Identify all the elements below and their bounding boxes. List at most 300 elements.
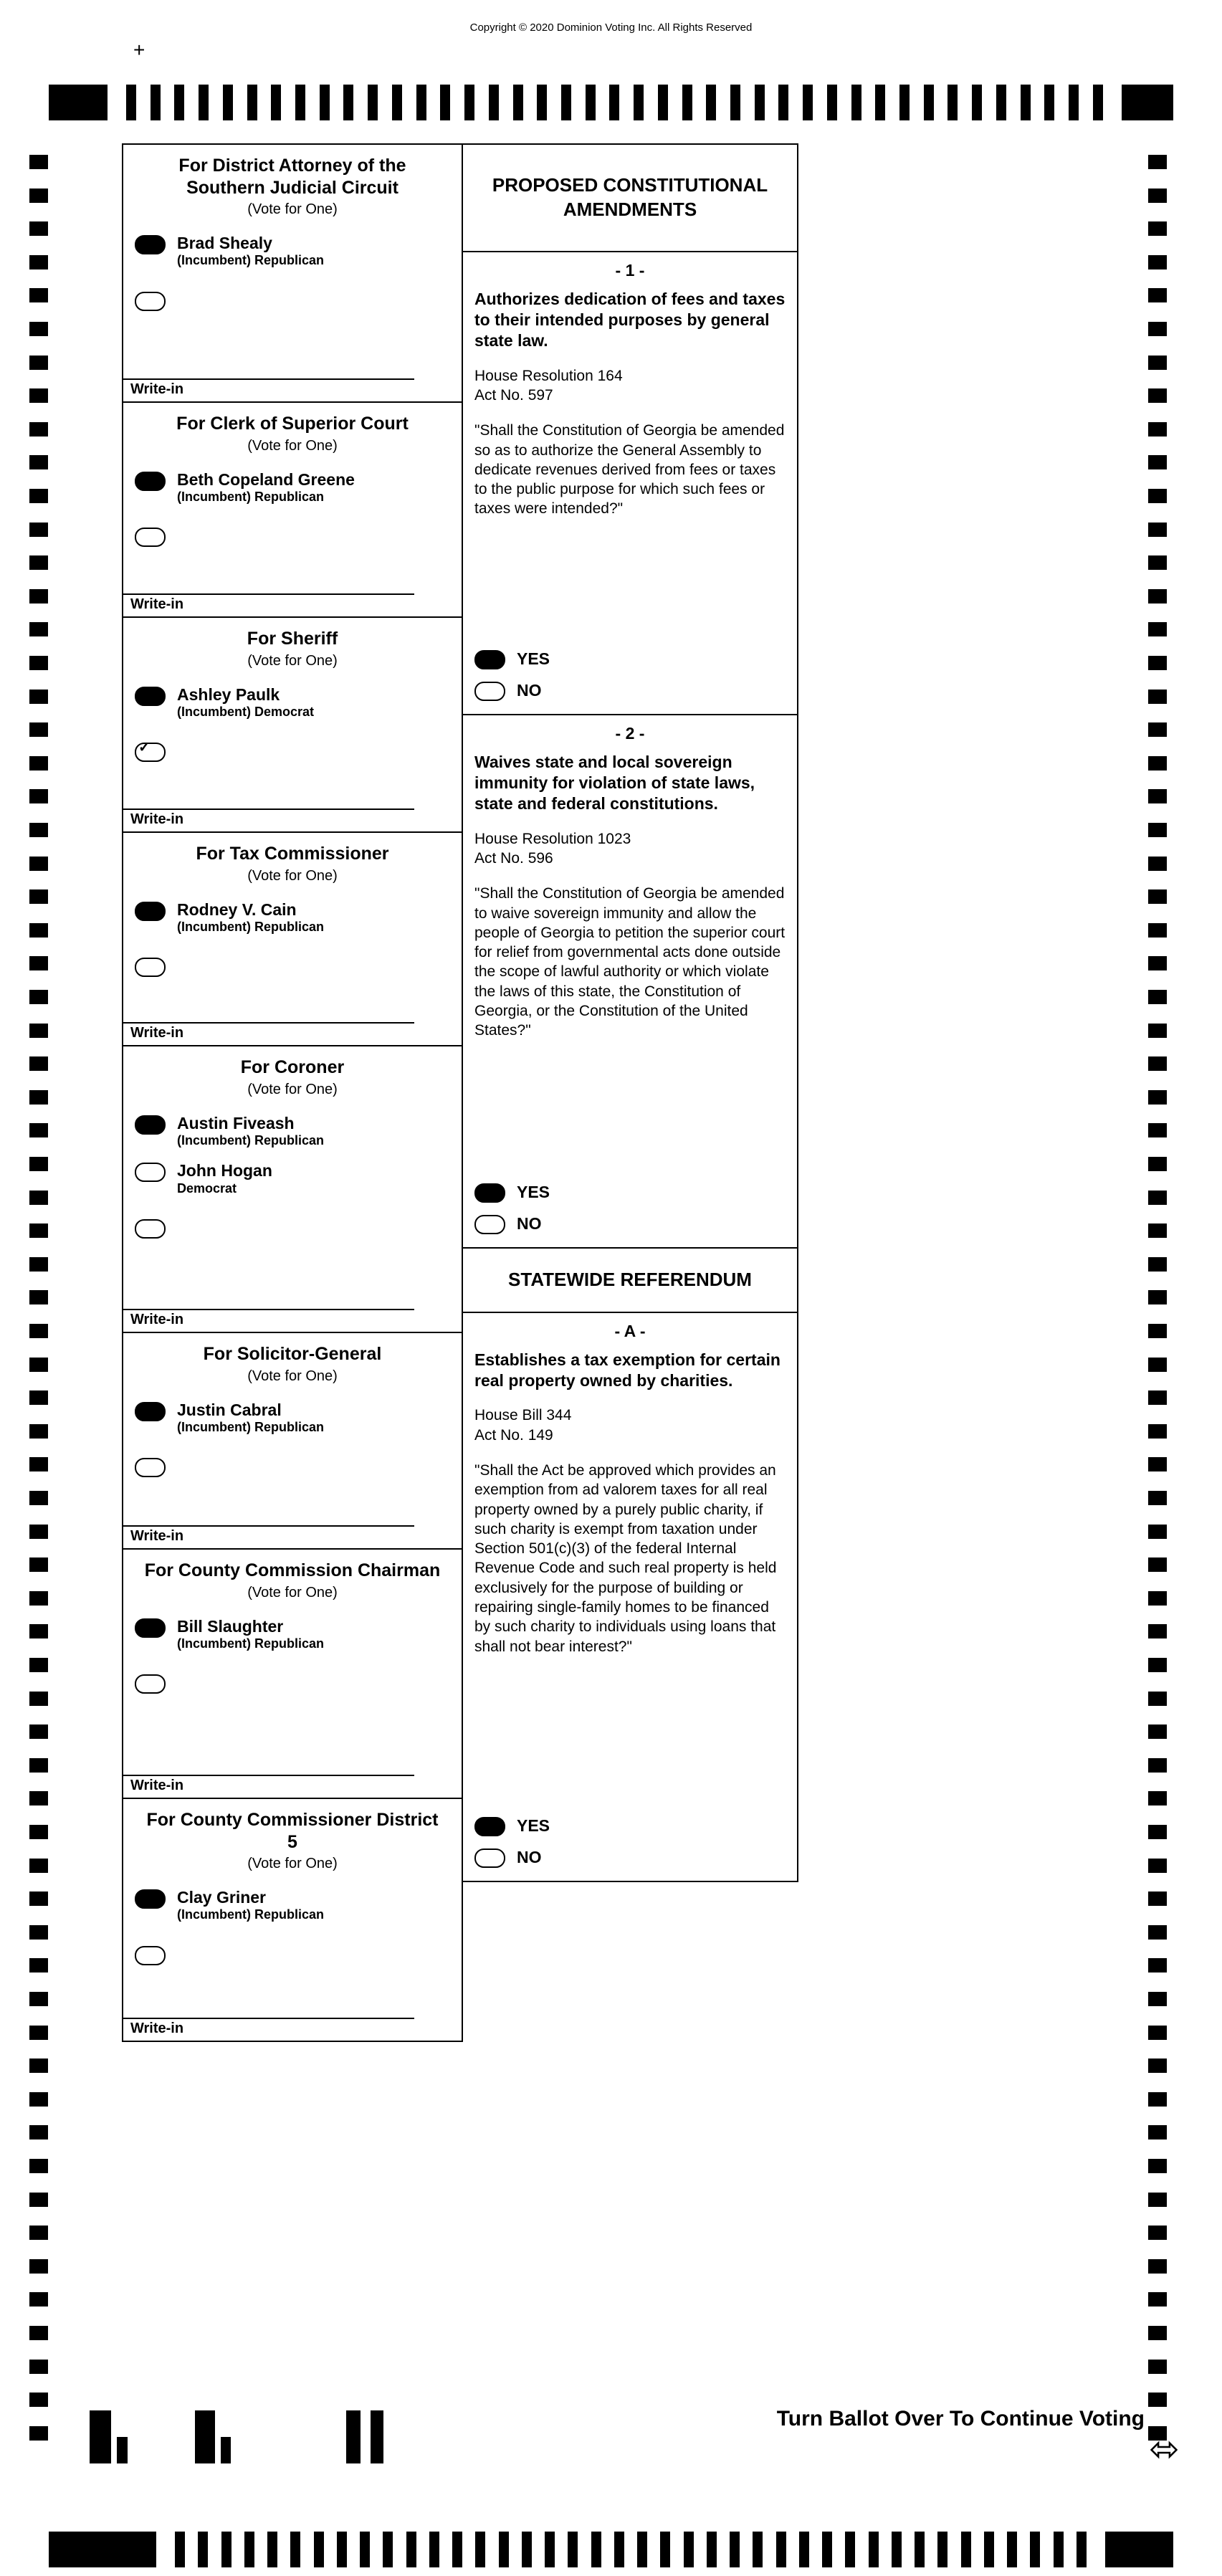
timing-mark-right: [1148, 2292, 1167, 2307]
timing-mark: [947, 85, 958, 120]
timing-mark: [360, 2532, 370, 2567]
timing-mark: [295, 85, 305, 120]
timing-mark-left: [29, 1591, 48, 1606]
timing-mark: [972, 85, 982, 120]
timing-mark: [223, 85, 233, 120]
timing-mark-left: [29, 489, 48, 503]
race-instruction: (Vote for One): [247, 201, 338, 217]
timing-mark: [368, 85, 378, 120]
race-box: [122, 143, 463, 403]
timing-mark: [545, 2532, 555, 2567]
candidate-text: [177, 470, 355, 505]
measure-option[interactable]: [474, 1182, 786, 1203]
vote-bubble[interactable]: [474, 1817, 505, 1836]
turn-over-arrow-icon: [1150, 2438, 1178, 2461]
timing-mark-right: [1148, 1123, 1167, 1137]
candidate-option[interactable]: [123, 221, 462, 269]
timing-mark: [755, 85, 765, 120]
measure-option[interactable]: [474, 1213, 786, 1234]
candidate-text: [177, 1161, 272, 1196]
vote-bubble[interactable]: [474, 1215, 505, 1234]
timing-mark-left: [29, 555, 48, 570]
timing-mark-left: [29, 1791, 48, 1805]
write-in-label: Write-in: [130, 1528, 184, 1544]
measure-number: - 2 -: [615, 724, 645, 743]
timing-mark-right: [1148, 1658, 1167, 1672]
timing-mark-left: [29, 2393, 48, 2407]
barcode-bar: [221, 2437, 231, 2463]
race-box: [122, 1333, 463, 1550]
timing-mark: [383, 2532, 393, 2567]
vote-bubble[interactable]: [135, 1163, 166, 1182]
timing-mark: [706, 85, 716, 120]
measure-summary: Establishes a tax exemption for certain real property owned by charities.: [474, 1350, 781, 1390]
vote-bubble[interactable]: [135, 687, 166, 706]
vote-bubble[interactable]: [474, 1848, 505, 1868]
barcode-bar: [371, 2410, 383, 2463]
vote-bubble[interactable]: [135, 1618, 166, 1638]
timing-mark-left: [29, 523, 48, 537]
timing-mark: [221, 2532, 231, 2567]
timing-mark-right: [1148, 1424, 1167, 1439]
timing-mark: [1093, 85, 1103, 120]
race-title: For Tax Commissioner: [196, 844, 389, 864]
timing-mark: [591, 2532, 601, 2567]
timing-mark: [984, 2532, 994, 2567]
race-instruction: (Vote for One): [247, 437, 338, 454]
timing-mark-left: [29, 923, 48, 938]
timing-mark-right: [1148, 1557, 1167, 1572]
timing-mark-right: [1148, 1223, 1167, 1238]
race-box: [122, 618, 463, 833]
timing-mark-right: [1148, 255, 1167, 269]
measure-summary: Authorizes dedication of fees and taxes to their intended purposes by general state law.: [474, 290, 786, 350]
timing-mark: [175, 2532, 185, 2567]
timing-mark-right: [1148, 756, 1167, 771]
timing-mark-left: [29, 2326, 48, 2340]
timing-mark: [1044, 85, 1054, 120]
timing-mark-right: [1148, 2125, 1167, 2139]
timing-mark-right: [1148, 1491, 1167, 1505]
timing-mark: [314, 2532, 324, 2567]
timing-mark-right: [1148, 1090, 1167, 1105]
timing-mark: [869, 2532, 879, 2567]
timing-mark: [822, 2532, 832, 2567]
timing-mark-right: [1148, 288, 1167, 302]
timing-mark: [892, 2532, 902, 2567]
stray-check-mark: ✓: [138, 740, 151, 756]
vote-bubble[interactable]: [135, 1219, 166, 1239]
timing-mark-right: [1148, 1791, 1167, 1805]
timing-mark: [392, 85, 402, 120]
timing-strip-top: [49, 85, 1173, 120]
timing-mark-right: [1148, 857, 1167, 871]
race-instruction: (Vote for One): [247, 1368, 338, 1384]
candidate-name: Brad Shealy: [177, 234, 272, 252]
section-header: PROPOSED CONSTITUTIONAL AMENDMENTS: [462, 143, 798, 252]
timing-mark: [499, 2532, 509, 2567]
timing-mark: [247, 85, 257, 120]
timing-mark-right: [1148, 1925, 1167, 1940]
measure-box: [462, 252, 798, 715]
timing-mark-right: [1148, 1958, 1167, 1972]
timing-mark-right: [1148, 1457, 1167, 1471]
candidate-option[interactable]: [123, 1101, 462, 1149]
timing-mark-left: [29, 1457, 48, 1471]
option-label: YES: [517, 1816, 550, 1835]
timing-mark: [440, 85, 450, 120]
vote-bubble[interactable]: [135, 528, 166, 547]
candidate-name: Austin Fiveash: [177, 1113, 295, 1132]
timing-mark-right: [1148, 1692, 1167, 1706]
timing-block: [1105, 2532, 1173, 2567]
timing-mark-right: [1148, 2159, 1167, 2173]
timing-mark-right: [1148, 1591, 1167, 1606]
candidate-text: [177, 1617, 324, 1652]
race-instruction: (Vote for One): [247, 1584, 338, 1601]
option-label: YES: [517, 1183, 550, 1201]
timing-mark: [489, 85, 499, 120]
write-in-label: Write-in: [130, 1778, 184, 1793]
timing-mark-left: [29, 1191, 48, 1205]
write-in-option[interactable]: [123, 1651, 462, 1694]
vote-bubble[interactable]: [135, 292, 166, 311]
measure-question: "Shall the Constitution of Georgia be amended to waive sovereign immunity and allow the people of Georgia to petition the superior court for relief from governmental acts done outside the scope of lawful authority or which violate the laws of this state, the Constitution of Georgia, or the Constitution of the United States?": [474, 885, 786, 1039]
timing-mark-left: [29, 288, 48, 302]
timing-mark: [637, 2532, 647, 2567]
race-box: [122, 833, 463, 1046]
timing-mark-left: [29, 1024, 48, 1038]
timing-mark: [1007, 2532, 1017, 2567]
measure-options: [474, 630, 786, 701]
timing-mark-right: [1148, 2059, 1167, 2073]
timing-mark: [915, 2532, 925, 2567]
write-in-option[interactable]: [123, 269, 462, 311]
candidate-detail: (Incumbent) Republican: [177, 253, 325, 268]
measure-option[interactable]: [474, 1816, 786, 1836]
timing-mark: [337, 2532, 347, 2567]
timing-mark-left: [29, 656, 48, 670]
timing-mark-right: [1148, 656, 1167, 670]
timing-mark-right: [1148, 1290, 1167, 1304]
measure-number: - 1 -: [615, 261, 645, 280]
timing-mark-left: [29, 1958, 48, 1972]
write-in-label: Write-in: [130, 2021, 184, 2036]
timing-mark-right: [1148, 1358, 1167, 1372]
timing-mark-left: [29, 1825, 48, 1839]
timing-mark-left: [29, 889, 48, 904]
candidate-detail: (Incumbent) Republican: [177, 1907, 325, 1922]
timing-bars: [156, 2532, 1105, 2567]
timing-mark-right: [1148, 2193, 1167, 2207]
candidate-option[interactable]: [123, 672, 462, 720]
option-label: NO: [517, 681, 542, 700]
measure-citation: [474, 1406, 786, 1445]
timing-mark-left: [29, 1056, 48, 1071]
timing-mark: [851, 85, 861, 120]
write-in-label: Write-in: [130, 1025, 184, 1041]
vote-bubble[interactable]: [135, 1674, 166, 1694]
timing-mark: [1030, 2532, 1040, 2567]
timing-mark: [845, 2532, 855, 2567]
barcode-bar: [90, 2410, 111, 2463]
measure-options: [474, 1797, 786, 1868]
timing-mark: [1077, 2532, 1087, 2567]
timing-mark-right: [1148, 1056, 1167, 1071]
timing-mark-right: [1148, 2326, 1167, 2340]
race-instruction: (Vote for One): [247, 1856, 338, 1871]
measure-question: "Shall the Constitution of Georgia be amended so as to authorize the General Assembly to dedicate revenues derived from fees or taxes to the public purpose for which such fees or taxes were intended?": [474, 422, 785, 517]
timing-mark-left: [29, 422, 48, 437]
race-box: [122, 1550, 463, 1799]
candidate-name: Ashley Paulk: [177, 684, 280, 704]
timing-mark-right: [1148, 722, 1167, 737]
write-in-option[interactable]: [123, 505, 462, 547]
candidate-detail: (Incumbent) Republican: [177, 489, 325, 504]
timing-mark: [614, 2532, 624, 2567]
measure-summary: Waives state and local sovereign immunity for violation of state laws, state and federal constitutions.: [474, 753, 755, 814]
timing-mark: [568, 2532, 578, 2567]
candidate-name: Justin Cabral: [177, 1400, 282, 1419]
timing-mark: [899, 85, 910, 120]
vote-bubble[interactable]: [135, 1402, 166, 1421]
candidate-text: [177, 1888, 324, 1923]
timing-mark-right: [1148, 555, 1167, 570]
timing-mark-right: [1148, 823, 1167, 837]
vote-bubble[interactable]: [474, 650, 505, 669]
timing-block: [1122, 85, 1173, 120]
timing-mark-right: [1148, 356, 1167, 370]
candidate-option[interactable]: [123, 1875, 462, 1923]
timing-mark: [778, 85, 788, 120]
timing-mark: [682, 85, 692, 120]
timing-mark-left: [29, 1358, 48, 1372]
timing-block: [49, 85, 108, 120]
candidate-name: Rodney V. Cain: [177, 900, 297, 919]
timing-mark-left: [29, 2159, 48, 2173]
vote-bubble[interactable]: [135, 902, 166, 921]
timing-mark-right: [1148, 1324, 1167, 1338]
timing-mark-right: [1148, 2026, 1167, 2040]
candidate-name: John Hogan: [177, 1161, 272, 1180]
timing-mark-right: [1148, 489, 1167, 503]
timing-mark-right: [1148, 2259, 1167, 2274]
candidate-detail: (Incumbent) Democrat: [177, 704, 315, 719]
measures-column: [462, 143, 798, 1882]
option-label: YES: [517, 649, 550, 668]
timing-mark: [561, 85, 571, 120]
candidate-option[interactable]: [123, 1604, 462, 1652]
timing-mark-left: [29, 622, 48, 636]
timing-mark-right: [1148, 523, 1167, 537]
vote-bubble[interactable]: [135, 472, 166, 491]
timing-mark-left: [29, 221, 48, 236]
race-title: For County Commission Chairman: [144, 1560, 441, 1580]
timing-mark-left: [29, 2426, 48, 2441]
vote-bubble[interactable]: [135, 1889, 166, 1909]
timing-mark-left: [29, 1290, 48, 1304]
citation-line: House Resolution 164: [474, 367, 623, 384]
race-box: [122, 1799, 463, 2042]
timing-mark-left: [29, 1123, 48, 1137]
timing-mark-left: [29, 690, 48, 704]
timing-mark: [803, 85, 813, 120]
timing-mark-left: [29, 2059, 48, 2073]
race-title: For County Commissioner District 5: [146, 1810, 439, 1852]
vote-bubble[interactable]: [135, 235, 166, 254]
timing-mark: [753, 2532, 763, 2567]
write-in-label: Write-in: [130, 596, 184, 612]
copyright-text: Copyright © 2020 Dominion Voting Inc. All Rights Reserved: [469, 22, 753, 34]
measure-option[interactable]: [474, 1847, 786, 1868]
timing-mark-left: [29, 2193, 48, 2207]
timing-mark-left: [29, 2259, 48, 2274]
vote-bubble[interactable]: [474, 1183, 505, 1203]
candidate-detail: (Incumbent) Republican: [177, 1419, 325, 1434]
races-column: [122, 143, 463, 2042]
candidate-option[interactable]: [123, 457, 462, 505]
vote-bubble[interactable]: [135, 958, 166, 977]
timing-mark-left: [29, 1892, 48, 1906]
measure-option[interactable]: [474, 680, 786, 701]
timing-mark-right: [1148, 2360, 1167, 2374]
timing-mark-right: [1148, 1624, 1167, 1638]
timing-bars: [108, 85, 1122, 120]
timing-mark-right: [1148, 422, 1167, 437]
timing-mark-right: [1148, 622, 1167, 636]
vote-bubble[interactable]: [135, 740, 166, 762]
timing-mark: [799, 2532, 809, 2567]
timing-mark-left: [29, 1624, 48, 1638]
timing-mark-right: [1148, 956, 1167, 970]
timing-mark-left: [29, 388, 48, 403]
timing-mark-left: [29, 1557, 48, 1572]
timing-mark: [1021, 85, 1031, 120]
timing-mark-left: [29, 1692, 48, 1706]
timing-mark: [406, 2532, 416, 2567]
timing-mark-left: [29, 189, 48, 203]
timing-mark-left: [29, 1090, 48, 1105]
candidate-text: [177, 1114, 324, 1149]
write-in-option[interactable]: [123, 935, 462, 977]
race-instruction: (Vote for One): [247, 867, 338, 884]
timing-mark-right: [1148, 1024, 1167, 1038]
timing-mark-left: [29, 2226, 48, 2240]
timing-mark-left: [29, 1223, 48, 1238]
vote-bubble[interactable]: [135, 1115, 166, 1135]
timing-mark: [684, 2532, 694, 2567]
turn-over-instruction: Turn Ballot Over To Continue Voting: [776, 2407, 1145, 2430]
timing-mark: [464, 85, 474, 120]
timing-mark-left: [29, 789, 48, 803]
timing-mark: [707, 2532, 717, 2567]
timing-mark-right: [1148, 2226, 1167, 2240]
race-instruction: (Vote for One): [247, 1081, 338, 1097]
timing-mark-right: [1148, 2426, 1167, 2441]
timing-mark-right: [1148, 589, 1167, 604]
candidate-detail: (Incumbent) Republican: [177, 1636, 325, 1651]
timing-mark: [429, 2532, 439, 2567]
timing-mark: [609, 85, 619, 120]
timing-mark-left: [29, 1725, 48, 1739]
citation-line: Act No. 597: [474, 386, 553, 404]
timing-mark-right: [1148, 221, 1167, 236]
timing-mark-right: [1148, 990, 1167, 1004]
measure-box: [462, 715, 798, 1249]
timing-mark: [537, 85, 547, 120]
citation-line: Act No. 149: [474, 1426, 553, 1444]
timing-mark: [827, 85, 837, 120]
timing-mark-right: [1148, 1892, 1167, 1906]
timing-block: [49, 2532, 156, 2567]
timing-mark-right: [1148, 690, 1167, 704]
write-in-option[interactable]: [123, 720, 462, 762]
timing-mark-right: [1148, 1758, 1167, 1773]
timing-mark-left: [29, 1257, 48, 1272]
write-in-label: Write-in: [130, 381, 184, 397]
candidate-name: Beth Copeland Greene: [177, 469, 355, 489]
candidate-option[interactable]: [123, 1148, 462, 1196]
citation-line: Act No. 596: [474, 849, 553, 867]
race-instruction: (Vote for One): [247, 652, 338, 669]
timing-mark-right: [1148, 2092, 1167, 2107]
candidate-name: Clay Griner: [177, 1888, 266, 1907]
timing-mark-left: [29, 356, 48, 370]
timing-mark: [634, 85, 644, 120]
candidate-detail: (Incumbent) Republican: [177, 1132, 325, 1148]
timing-mark: [658, 85, 668, 120]
vote-bubble[interactable]: [135, 1946, 166, 1965]
timing-mark: [151, 85, 161, 120]
timing-mark-left: [29, 1859, 48, 1873]
write-in-option[interactable]: [123, 1196, 462, 1239]
write-in-option[interactable]: [123, 1435, 462, 1477]
timing-mark-left: [29, 857, 48, 871]
timing-mark: [522, 2532, 532, 2567]
race-box: [122, 1046, 463, 1333]
measure-option[interactable]: [474, 649, 786, 669]
write-in-option[interactable]: [123, 1923, 462, 1965]
vote-bubble[interactable]: [135, 1458, 166, 1477]
timing-mark: [343, 85, 353, 120]
timing-mark: [475, 2532, 485, 2567]
race-title: For Clerk of Superior Court: [176, 414, 409, 434]
timing-mark: [199, 85, 209, 120]
timing-mark-right: [1148, 1825, 1167, 1839]
candidate-option[interactable]: [123, 887, 462, 935]
measure-citation: [474, 366, 786, 406]
timing-mark-right: [1148, 1992, 1167, 2006]
vote-bubble[interactable]: [474, 682, 505, 701]
timing-mark: [730, 85, 740, 120]
write-in-label: Write-in: [130, 1312, 184, 1327]
timing-mark-right: [1148, 388, 1167, 403]
timing-mark: [1054, 2532, 1064, 2567]
timing-mark-left: [29, 322, 48, 336]
barcode-bar: [195, 2410, 215, 2463]
timing-mark-left: [29, 589, 48, 604]
timing-mark-right: [1148, 1157, 1167, 1171]
timing-mark: [586, 85, 596, 120]
timing-mark-left: [29, 722, 48, 737]
candidate-option[interactable]: [123, 1388, 462, 1436]
timing-mark: [244, 2532, 254, 2567]
race-title: For Solicitor-General: [203, 1344, 382, 1364]
measure-citation: [474, 829, 786, 869]
barcode-bar: [117, 2437, 128, 2463]
timing-mark-right: [1148, 2393, 1167, 2407]
timing-mark-right: [1148, 1191, 1167, 1205]
